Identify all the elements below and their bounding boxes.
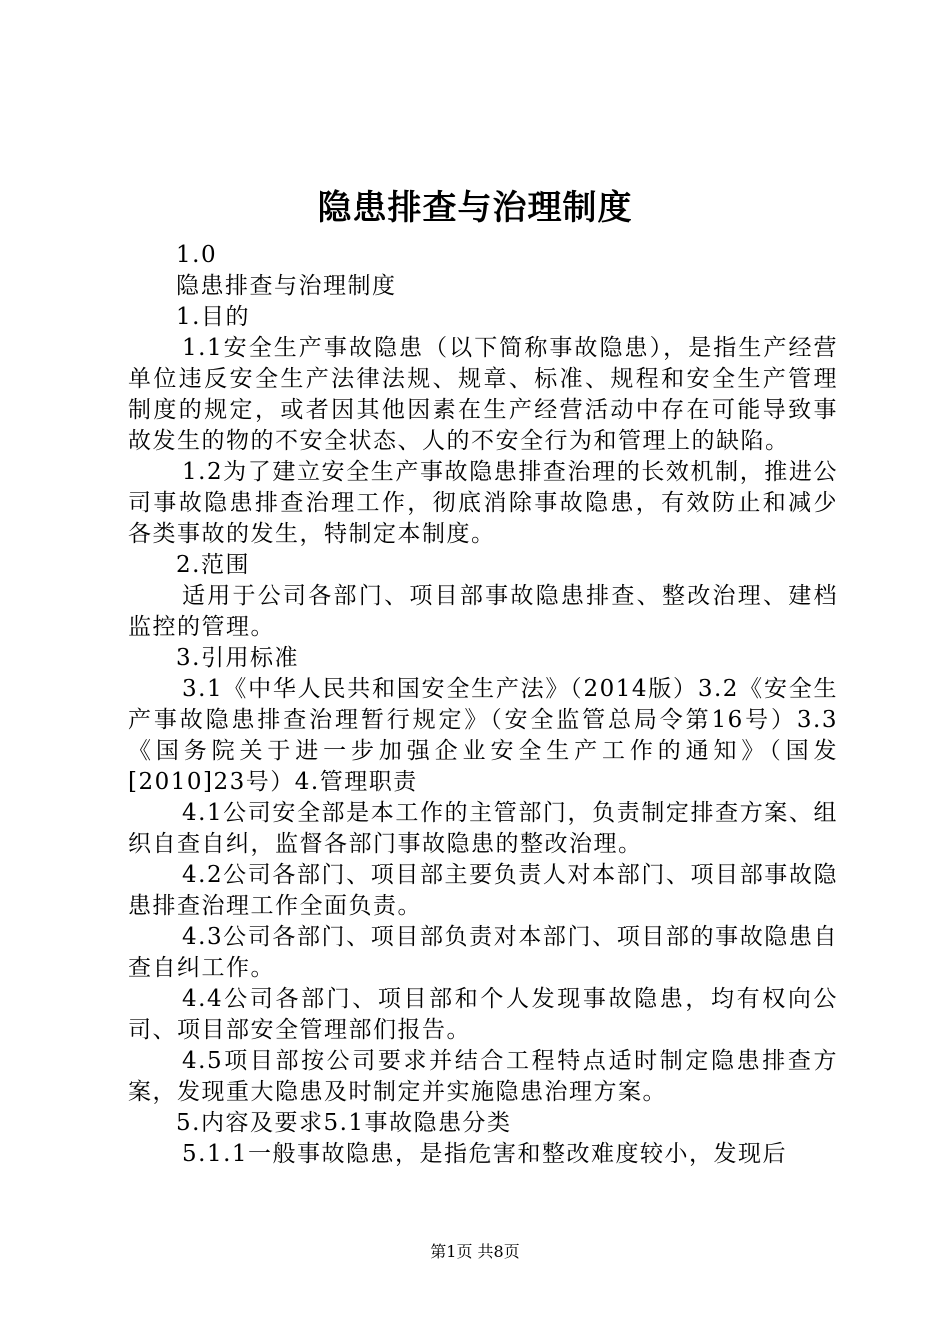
paragraph: 1.2为了建立安全生产事故隐患排查治理的长效机制，推进公司事故隐患排查治理工作，彻底消除事故隐患，有效防止和减少各类事故的发生，特制定本制度。: [128, 459, 838, 547]
paragraph: 4.3公司各部门、项目部负责对本部门、项目部的事故隐患自查自纠工作。: [128, 924, 838, 981]
paragraph: 4.1公司安全部是本工作的主管部门，负责制定排查方案、组织自查自纠，监督各部门事故隐患的整改治理。: [128, 800, 838, 857]
section-heading: 1.目的: [176, 304, 250, 330]
paragraph: 1.1安全生产事故隐患（以下简称事故隐患），是指生产经营单位违反安全生产法律法规、规章、标准、规程和安全生产管理制度的规定，或者因其他因素在生产经营活动中存在可能导致事故发生的物的不安全状态、人的不安全行为和管理上的缺陷。: [128, 335, 838, 454]
page-footer: 第1页 共8页: [430, 1242, 520, 1261]
section-heading: 5.内容及要求5.1事故隐患分类: [176, 1110, 512, 1136]
paragraph: 4.4公司各部门、项目部和个人发现事故隐患，均有权向公司、项目部安全管理部们报告。: [128, 986, 838, 1043]
paragraph: 4.2公司各部门、项目部主要负责人对本部门、项目部事故隐患排查治理工作全面负责。: [128, 862, 838, 919]
document-body: [128, 240, 838, 1170]
paragraph: 1.0: [176, 242, 218, 268]
paragraph: 5.1.1一般事故隐患，是指危害和整改难度较小，发现后: [182, 1141, 788, 1167]
section-heading: 3.引用标准: [176, 645, 299, 671]
paragraph: 3.1《中华人民共和国安全生产法》（2014版）3.2《安全生产事故隐患排查治理暂行规定》（安全监管总局令第16号）3.3《国务院关于进一步加强企业安全生产工作的通知》（国发[2010]23号）4.管理职责: [128, 676, 838, 795]
document-title: 隐患排查与治理制度: [317, 188, 633, 228]
section-heading: 2.范围: [176, 552, 250, 578]
paragraph: 4.5项目部按公司要求并结合工程特点适时制定隐患排查方案，发现重大隐患及时制定并实施隐患治理方案。: [128, 1048, 838, 1105]
paragraph: 适用于公司各部门、项目部事故隐患排查、整改治理、建档监控的管理。: [128, 583, 838, 640]
paragraph: 隐患排查与治理制度: [176, 273, 397, 299]
